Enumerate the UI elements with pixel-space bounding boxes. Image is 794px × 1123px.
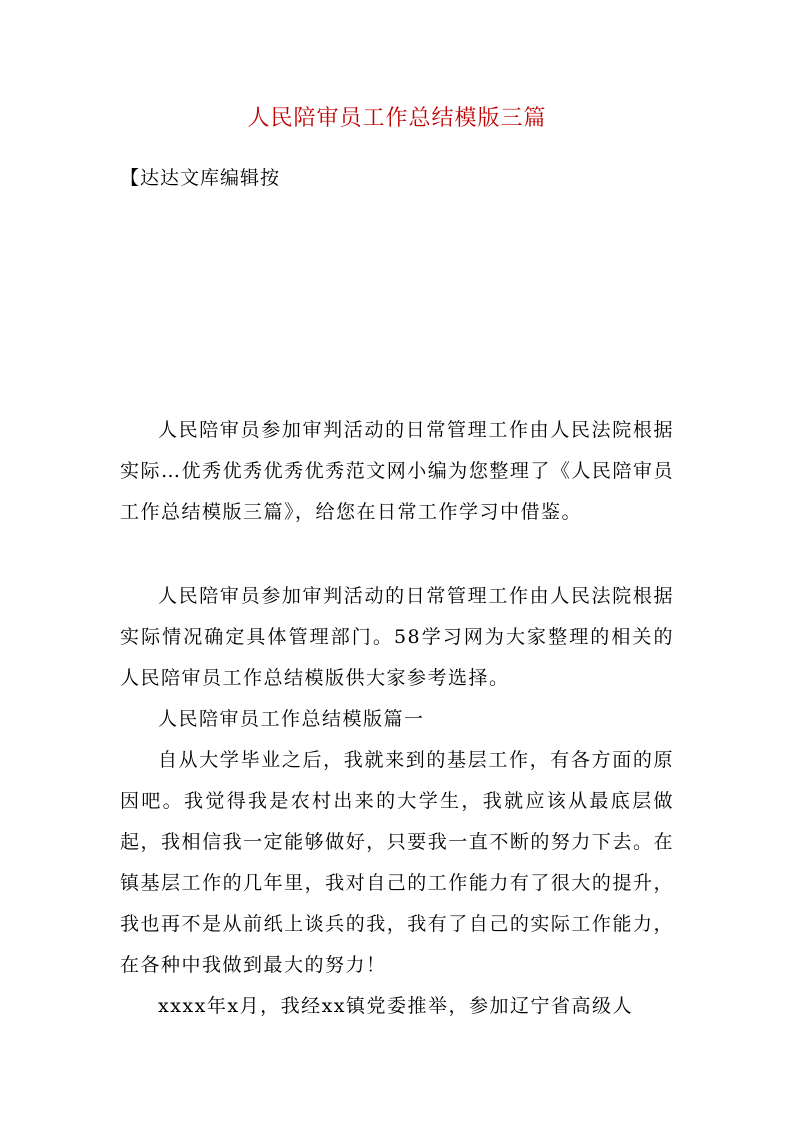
editor-note: 【达达文库编辑按 xyxy=(120,167,281,189)
paragraph-1: 人民陪审员参加审判活动的日常管理工作由人民法院根据实际情况确定具体管理部门。58学习网为大家整理的相关的人民陪审员工作总结模版供大家参考选择。 xyxy=(120,585,674,689)
intro-paragraph: 人民陪审员参加审判活动的日常管理工作由人民法院根据实际…优秀优秀优秀优秀范文网小编为您整理了《人民陪审员工作总结模版三篇》，给您在日常工作学习中借鉴。 xyxy=(120,419,674,523)
intro-section xyxy=(120,410,674,533)
page-title: 人民陪审员工作总结模版三篇 xyxy=(247,106,547,131)
section-heading: 人民陪审员工作总结模版篇一 xyxy=(158,708,425,730)
paragraph-2: 自从大学毕业之后，我就来到的基层工作，有各方面的原因吧。我觉得我是农村出来的大学生，我就应该从最底层做起，我相信我一定能够做好，只要我一直不断的努力下去。在镇基层工作的几年里，我对自己的工作能力有了很大的提升，我也再不是从前纸上谈兵的我，我有了自己的实际工作能力，在各种中我做到最大的努力！ xyxy=(120,749,674,976)
main-section xyxy=(120,576,674,1027)
paragraph-3: xxxx年x月，我经xx镇党委推举，参加辽宁省高级人 xyxy=(158,995,634,1017)
